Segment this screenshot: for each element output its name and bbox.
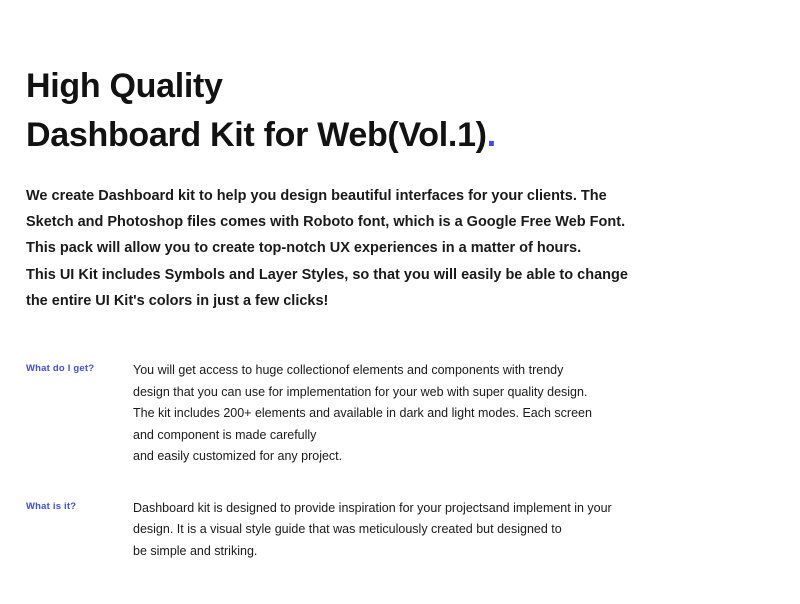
- qa-text-line: The kit includes 200+ elements and available in dark and light modes. Each screen: [133, 406, 592, 421]
- qa-label: What is it?: [26, 500, 77, 512]
- intro-line-4: This UI Kit includes Symbols and Layer Styles, so that you will easily be able to change: [26, 266, 628, 283]
- qa-text-line: design. It is a visual style guide that was meticulously created but designed to: [133, 522, 562, 537]
- qa-text: [133, 498, 612, 563]
- page-title-line-1: High Quality: [26, 67, 223, 105]
- qa-text: [133, 360, 592, 468]
- qa-item-what-do-i-get: [26, 360, 754, 468]
- intro-paragraph: [26, 183, 754, 315]
- qa-text-line: be simple and striking.: [133, 543, 258, 558]
- qa-section: [26, 360, 754, 562]
- qa-text-line: design that you can use for implementation for your web with super quality design.: [133, 384, 588, 399]
- qa-text-line: and easily customized for any project.: [133, 449, 343, 464]
- intro-line-3: This pack will allow you to create top-notch UX experiences in a matter of hours.: [26, 240, 582, 257]
- intro-line-2: Sketch and Photoshop files comes with Roboto font, which is a Google Free Web Font.: [26, 213, 626, 230]
- page-title: [26, 62, 754, 161]
- qa-text-line: Dashboard kit is designed to provide inspiration for your projectsand implement in your: [133, 500, 612, 515]
- qa-item-what-is-it: [26, 498, 754, 563]
- qa-text-line: and component is made carefully: [133, 427, 317, 442]
- page-title-line-2-text: Dashboard Kit for Web(Vol.1): [26, 116, 487, 155]
- page-title-accent: .: [486, 116, 496, 155]
- qa-text-line: You will get access to huge collectionof elements and components with trendy: [133, 363, 564, 378]
- page-title-line-2: [26, 111, 754, 160]
- qa-label: What do I get?: [26, 363, 95, 375]
- intro-line-1: We create Dashboard kit to help you design beautiful interfaces for your clients. The: [26, 187, 607, 204]
- intro-line-5: the entire UI Kit's colors in just a few clicks!: [26, 293, 329, 310]
